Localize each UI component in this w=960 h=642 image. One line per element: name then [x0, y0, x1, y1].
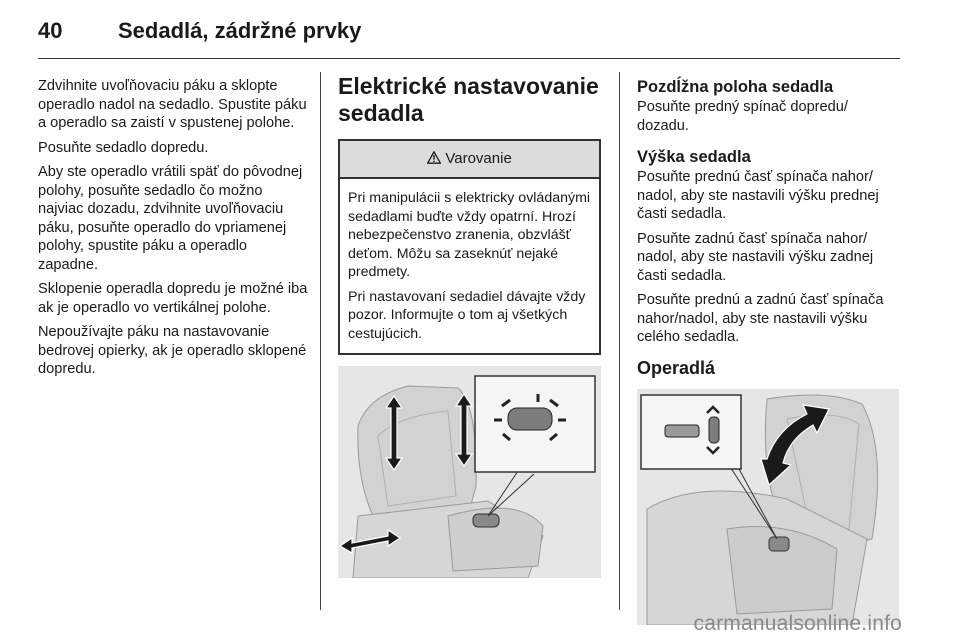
paragraph: Posuňte sedadlo dopredu.	[38, 139, 209, 156]
paragraph: Zdvihnite uvoľňovaciu páku a sklopte operadlo nadol na sedadlo. Spustite páku a operadlo sa zaistí v spustenej polohe.	[38, 78, 307, 131]
column-2	[338, 73, 602, 578]
backrest-adjust-illustration	[637, 389, 899, 625]
warning-title: Varovanie	[445, 150, 512, 167]
warning-paragraph: Pri manipulácii s elektricky ovládanými sedadlami buďte vždy opatrní. Hrozí nebezpečenstvo zranenia, obzvlášť deťom. Môžu sa zaseknúť nejaké predmety.	[348, 190, 591, 280]
paragraph: Posuňte predný spínač dopredu/ dozadu.	[637, 99, 848, 134]
section-heading: Elektrické nastavovanie sedadla	[338, 73, 599, 126]
paragraph: Sklopenie operadla dopredu je možné iba ak je operadlo vo vertikálnej polohe.	[38, 281, 308, 316]
seat-adjust-illustration	[338, 366, 601, 578]
paragraph: Aby ste operadlo vrátili späť do pôvodnej polohy, posuňte sedadlo čo možno najviac dozadu, zdvihnite uvoľňovaciu páku, posuňte operadlo do vpriamenej polohy, spustite páku a operadlo zapadne.	[38, 164, 303, 273]
page-title: Sedadlá, zádržné prvky	[118, 18, 362, 43]
warning-triangle-icon	[427, 150, 445, 167]
column-3	[637, 77, 903, 625]
warning-header	[340, 141, 599, 179]
watermark: carmanualsonline.info	[693, 612, 902, 635]
warning-paragraph: Pri nastavovaní sedadiel dávajte vždy pozor. Informujte o tom aj všetkých cestujúcich.	[348, 288, 586, 342]
subsection-heading: Operadlá	[637, 357, 716, 378]
paragraph: Posuňte zadnú časť spínača nahor/ nadol, aby ste nastavili výšku zadnej časti sedadla.	[637, 230, 874, 284]
paragraph: Nepoužívajte páku na nastavovanie bedrovej opierky, ak je operadlo sklopené dopredu.	[38, 324, 307, 377]
page-number: 40	[38, 18, 63, 43]
column-1	[38, 77, 308, 385]
warning-box	[338, 139, 601, 355]
paragraph: Posuňte prednú a zadnú časť spínača nahor/nadol, aby ste nastavili výšku celého sedadla.	[637, 292, 884, 345]
subsection-heading: Výška sedadla	[637, 148, 751, 166]
column-divider-1	[320, 72, 321, 610]
subsection-heading: Pozdĺžna poloha sedadla	[637, 78, 834, 96]
paragraph: Posuňte prednú časť spínača nahor/ nadol, aby ste nastavili výšku prednej časti sedadla.	[637, 169, 879, 222]
header-rule	[38, 58, 900, 59]
column-divider-2	[619, 72, 620, 610]
warning-body	[340, 179, 599, 353]
